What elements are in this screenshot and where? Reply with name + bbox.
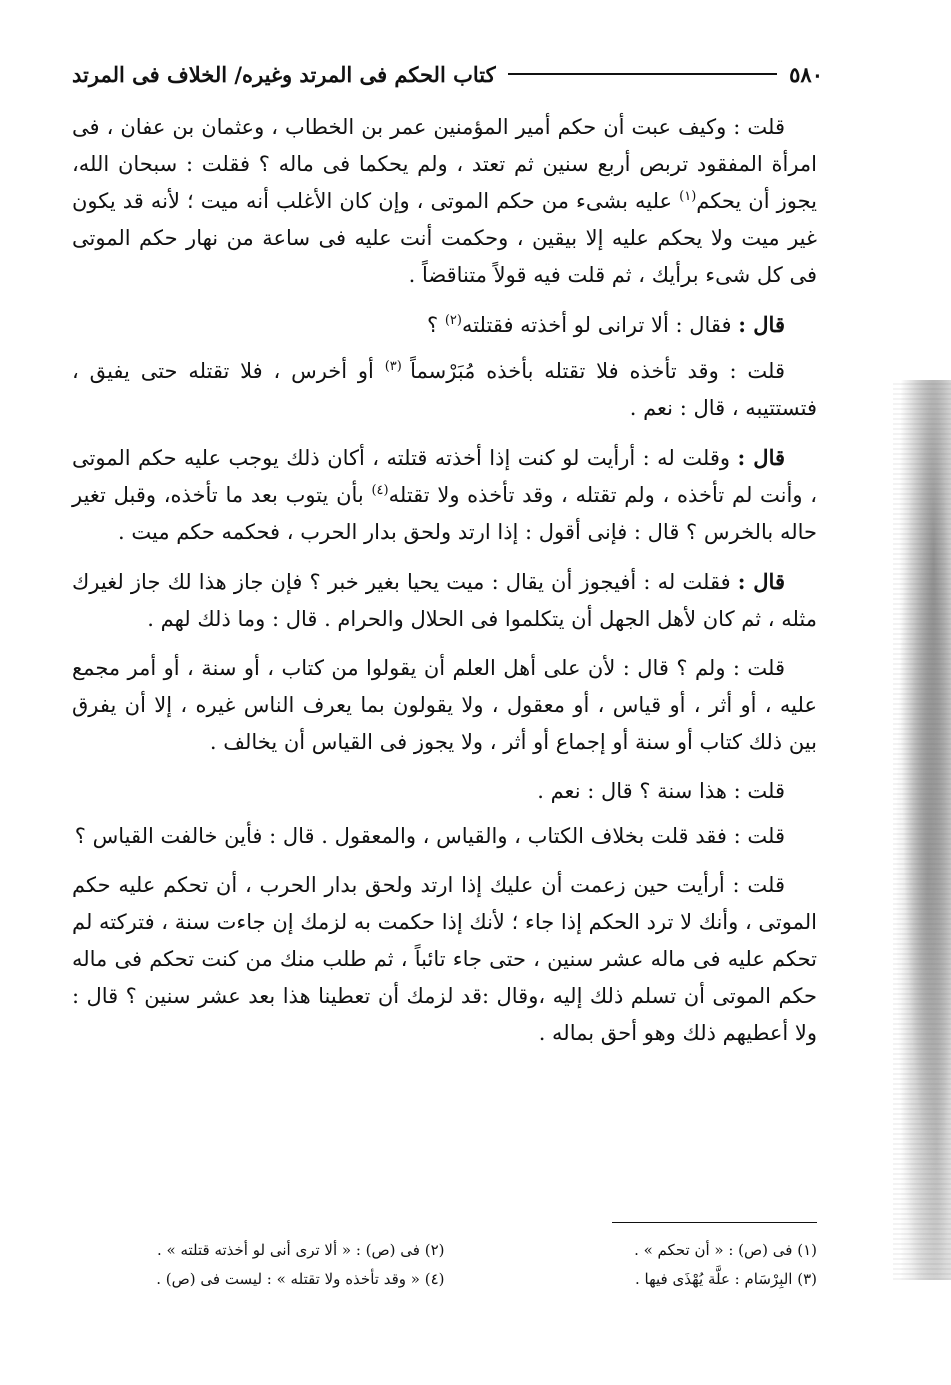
footnote-3: (٣) البِرْسَام : علَّة يُهْذَى فيها .: [634, 1270, 817, 1288]
paragraph-text: قلت : هذا سنة ؟ قال : نعم .: [537, 779, 785, 803]
body-text: [72, 108, 817, 1064]
paragraph: [72, 650, 817, 761]
paragraph-text: عليه بشىء من حكم الموتى ، وإن كان الأغلب أنه ميت ؛ لأنه قد يكون غير ميت ولا يحكم عليه إلا بيقين ، وحكمت أنت عليه فى ساعة من نهار حكم الموتى فى كل شىء برأيك ، ثم قلت فيه قولاً متناقضاً .: [72, 189, 817, 287]
paragraph: [72, 563, 817, 638]
paragraph: [72, 867, 817, 1052]
paragraph-text: قلت : أرأيت حين زعمت أن عليك إذا ارتد ولحق بدار الحرب ، أن تحكم عليه حكم الموتى ، وأنك لا ترد الحكم إذا جاء ؛ لأنك إذا حكمت به لزمك إن جاءت سنة ، فتركته لم تحكم عليه فى ماله عشر سنين ، حتى جاء تائباً ، ثم طلب منك من كنت تحكم فى ماله حكم الموتى أن تسلم ذلك إليه ،وقال :قد لزمك أن تعطينا هذا بعد عشر سنين ؟ قال : ولا أعطيهم ذلك وهو أحق بماله .: [72, 873, 817, 1045]
footnote-marker: (١): [679, 189, 697, 204]
paragraph: [72, 439, 817, 551]
speaker-label: قال :: [738, 312, 785, 337]
speaker-label: قال :: [737, 445, 786, 470]
header-rule: [508, 73, 778, 75]
paragraph-text: أو أخرس ، فلا تقتله حتى يفيق ، فتستتيبه ، قال : نعم .: [72, 359, 817, 420]
footnote-marker: (٣): [384, 359, 411, 374]
footnote-rule: [612, 1222, 817, 1223]
footnote-1: (١) فى (ص) : « أن تحكم » .: [634, 1241, 817, 1259]
paragraph-text: فقال : ألا ترانى لو أخذته فقتلته: [461, 313, 739, 337]
paragraph-text: ؟: [426, 313, 445, 337]
footnotes: [72, 1236, 817, 1294]
paragraph-text: قلت : ولم ؟ قال : لأن على أهل العلم أن يقولوا من كتاب ، أو سنة ، أو أمر مجمع عليه ، أو أثر ، أو قياس ، أو معقول ، ولا يقولون بما يعرف الناس غيره ، إلا أن يفرق بين ذلك كتاب أو سنة أو إجماع أو أثر ، ولا يجوز فى القياس أن يخالف .: [72, 656, 817, 754]
page-header: [72, 56, 823, 92]
paragraph-text: قلت : وكيف عبت أن حكم أمير المؤمنين عمر بن الخطاب ، وعثمان بن عفان ، فى امرأة المفقود تربص أربع سنين ثم تعتد ، ولم يحكما فى ماله ؟ فقلت : سبحان الله، يجوز أن يحكم: [72, 115, 817, 213]
footnote-marker: (٤): [371, 483, 389, 498]
paragraph-text: قلت : فقد قلت بخلاف الكتاب ، والقياس ، والمعقول . قال : فأين خالفت القياس ؟: [74, 824, 785, 848]
footnote-2: (٢) فى (ص) : « ألا ترى أنى لو أخذته قتلته » .: [156, 1241, 445, 1259]
running-title: كتاب الحكم فى المرتد وغيره/ الخلاف فى المرتد: [72, 61, 496, 87]
page-number: ٥٨٠: [789, 61, 823, 87]
footnote-4: (٤) « وقد تأخذه ولا تقتله » : ليست فى (ص) .: [156, 1270, 445, 1288]
footnote-marker: (٢): [444, 313, 462, 328]
paragraph: [72, 818, 817, 855]
paragraph-text: فقلت له : أفيجوز أن يقال : ميت يحيا بغير خبر ؟ فإن جاز هذا لك جاز لغيرك مثله ، ثم كان لأهل الجهل أن يتكلموا فى الحلال والحرام . قال : وما ذلك لهم .: [72, 570, 817, 631]
paragraph: [72, 773, 817, 810]
paragraph-text: قلت : وقد تأخذه فلا تقتله بأخذه مُبَرْسماً: [410, 359, 785, 383]
scan-binding-shadow: [893, 380, 951, 1280]
paragraph: [72, 306, 817, 344]
paragraph: [72, 108, 817, 294]
paragraph-text: بأن يتوب بعد ما تأخذه، وقبل تغير حاله بالخرس ؟ قال : فإنى أقول : إذا ارتد ولحق بدار الحرب ، فحكمه حكم ميت .: [72, 483, 817, 544]
speaker-label: قال :: [737, 569, 785, 594]
paragraph: [72, 352, 817, 427]
paragraph-text: وقلت له : أرأيت لو كنت إذا أخذته قتلته ، أكان ذلك يوجب عليه حكم الموتى ، وأنت لم تأخذه ، ولم تقتله ، وقد تأخذه ولا تقتله: [72, 446, 817, 507]
